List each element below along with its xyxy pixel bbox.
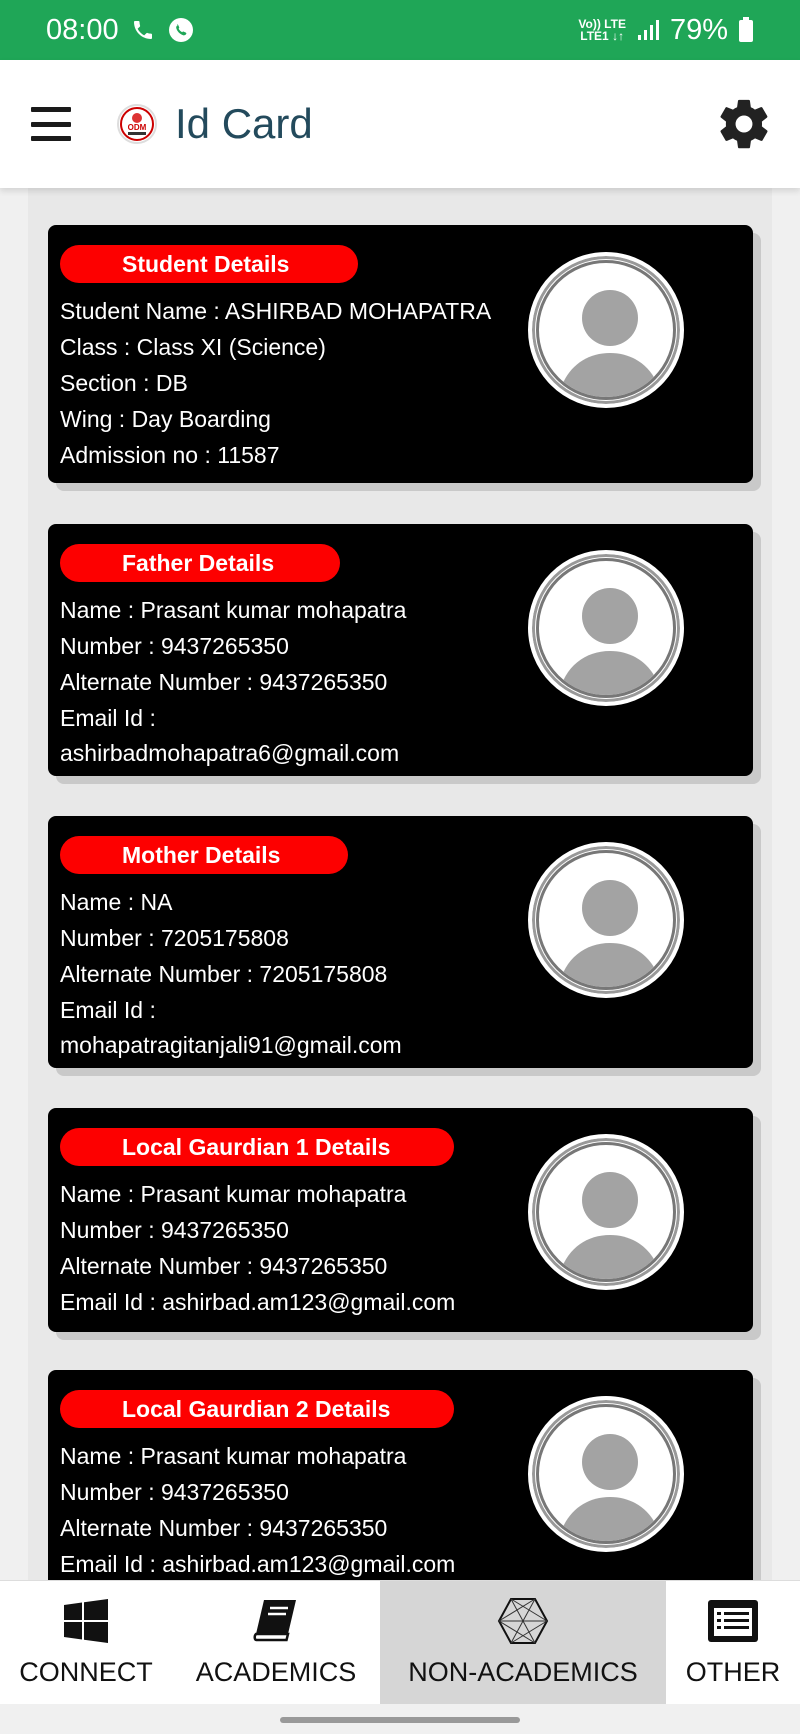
student-details-card <box>48 225 753 483</box>
mother-email: mohapatragitanjali91@gmail.com <box>60 1032 402 1058</box>
mother-email-label: Email Id : <box>60 997 156 1023</box>
status-time: 08:00 <box>46 13 119 46</box>
mother-number: Number : 7205175808 <box>60 925 289 951</box>
nav-label: NON-ACADEMICS <box>408 1657 638 1687</box>
father-details-card <box>48 524 753 776</box>
app-bar <box>0 60 800 188</box>
card-lines <box>60 592 490 768</box>
student-name: Student Name : ASHIRBAD MOHAPATRA <box>60 298 492 324</box>
status-left <box>46 14 195 47</box>
guardian2-number: Number : 9437265350 <box>60 1479 289 1505</box>
guardian2-name: Name : Prasant kumar mohapatra <box>60 1443 407 1469</box>
father-name: Name : Prasant kumar mohapatra <box>60 597 407 623</box>
student-admission-no: Admission no : 11587 <box>60 442 280 468</box>
person-placeholder-icon <box>539 561 676 698</box>
guardian2-email: Email Id : ashirbad.am123@gmail.com <box>60 1551 456 1577</box>
school-logo <box>117 104 157 144</box>
guardian1-alternate-number: Alternate Number : 9437265350 <box>60 1253 388 1279</box>
nav-non-academics[interactable] <box>380 1581 666 1704</box>
student-section: Section : DB <box>60 370 188 396</box>
student-wing: Wing : Day Boarding <box>60 406 271 432</box>
list-icon <box>708 1597 758 1645</box>
father-number: Number : 9437265350 <box>60 633 289 659</box>
card-lines <box>60 884 490 1060</box>
signal-icon <box>636 18 660 42</box>
local-guardian-2-card <box>48 1370 753 1580</box>
battery-percent: 79% <box>669 13 728 46</box>
mother-name: Name : NA <box>60 889 173 915</box>
status-bar <box>0 0 800 60</box>
card-lines <box>60 293 490 473</box>
guardian2-alternate-number: Alternate Number : 9437265350 <box>60 1515 388 1541</box>
card-badge: Mother Details <box>60 836 348 874</box>
card-lines <box>60 1176 530 1320</box>
avatar <box>528 1396 684 1552</box>
father-email: ashirbadmohapatra6@gmail.com <box>60 740 400 766</box>
card-badge: Student Details <box>60 245 358 283</box>
page-title: Id Card <box>175 100 313 147</box>
mother-details-card <box>48 816 753 1068</box>
avatar <box>528 1134 684 1290</box>
battery-icon <box>738 17 754 43</box>
card-badge: Local Gaurdian 2 Details <box>60 1390 454 1428</box>
card-badge: Father Details <box>60 544 340 582</box>
avatar <box>528 550 684 706</box>
settings-gear-icon[interactable] <box>714 94 774 154</box>
person-placeholder-icon <box>539 1407 676 1544</box>
guardian1-email: Email Id : ashirbad.am123@gmail.com <box>60 1289 456 1315</box>
card-badge: Local Gaurdian 1 Details <box>60 1128 454 1166</box>
whatsapp-icon <box>167 16 195 44</box>
nav-other[interactable] <box>666 1581 800 1704</box>
nav-connect[interactable] <box>0 1581 172 1704</box>
id-card-content[interactable] <box>28 188 772 1580</box>
card-lines <box>60 1438 530 1580</box>
guardian1-number: Number : 9437265350 <box>60 1217 289 1243</box>
nav-label: ACADEMICS <box>195 1657 357 1687</box>
gesture-bar <box>0 1704 800 1734</box>
windows-icon <box>64 1597 108 1645</box>
person-placeholder-icon <box>539 1145 676 1282</box>
svg-text:ODM: ODM <box>127 123 147 132</box>
nav-academics[interactable] <box>172 1581 380 1704</box>
local-guardian-1-card <box>48 1108 753 1332</box>
mother-alternate-number: Alternate Number : 7205175808 <box>60 961 388 987</box>
father-email-label: Email Id : <box>60 705 156 731</box>
home-gesture-pill[interactable] <box>280 1717 520 1723</box>
nav-label: CONNECT <box>19 1657 153 1687</box>
phone-call-icon <box>131 18 155 42</box>
avatar <box>528 252 684 408</box>
network-globe-icon <box>497 1597 549 1645</box>
student-class: Class : Class XI (Science) <box>60 334 326 360</box>
person-placeholder-icon <box>539 263 676 400</box>
father-alternate-number: Alternate Number : 9437265350 <box>60 669 388 695</box>
hamburger-menu-icon[interactable] <box>31 107 71 141</box>
status-right <box>578 14 754 47</box>
guardian1-name: Name : Prasant kumar mohapatra <box>60 1181 407 1207</box>
network-type: Vo)) LTE LTE1 ↓↑ <box>578 17 626 43</box>
book-icon <box>252 1597 300 1645</box>
nav-label: OTHER <box>685 1657 781 1687</box>
avatar <box>528 842 684 998</box>
bottom-navigation <box>0 1580 800 1704</box>
person-placeholder-icon <box>539 853 676 990</box>
